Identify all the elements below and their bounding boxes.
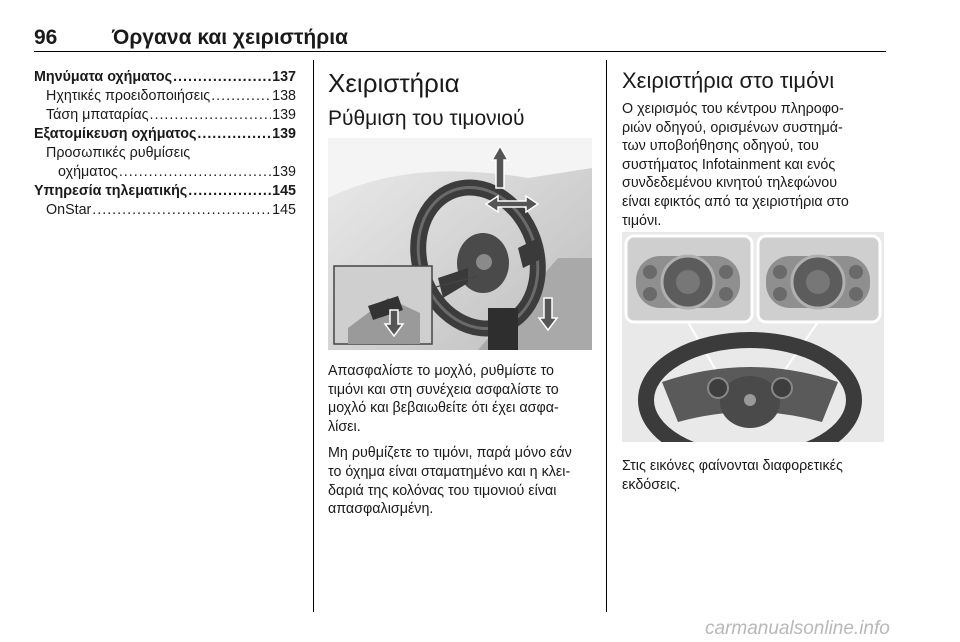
toc-entry-title: Τάση μπαταρίας (46, 107, 149, 123)
right-note (622, 457, 886, 494)
column-divider-1 (313, 60, 314, 612)
steering-adjust-figure (328, 138, 592, 350)
middle-text (328, 362, 594, 519)
text-line: τιμόνι και στη συνέχεια ασφαλίστε το (328, 381, 559, 398)
text-line: ριών οδηγού, ορισμένων συστημά- (622, 119, 843, 136)
toc-entry[interactable] (34, 87, 296, 106)
toc-leader-dots (173, 68, 271, 87)
toc-entry-title: Προσωπικές ρυθμίσεις (46, 145, 191, 161)
toc-leader-dots (92, 201, 271, 220)
toc-entry-page: 145 (272, 183, 296, 199)
toc-leader-dots (197, 125, 271, 144)
steering-controls-heading: Χειριστήρια στο τιμόνι (622, 68, 835, 93)
toc-entry-title: οχήματος (58, 164, 118, 180)
steering-controls-figure (622, 232, 884, 442)
toc-leader-dots (188, 182, 271, 201)
toc-entry[interactable] (34, 125, 296, 144)
section-heading: Χειριστήρια (328, 68, 460, 98)
toc-entry[interactable] (34, 163, 296, 182)
toc-entry-page: 138 (272, 88, 296, 104)
text-line: Στις εικόνες φαίνονται διαφορετικές (622, 458, 843, 474)
text-line: Ο χειρισμός του κέντρου πληροφο- (622, 101, 844, 117)
steering-wheel-illustration (328, 138, 592, 350)
toc-entry[interactable] (34, 182, 296, 201)
toc-leader-dots (211, 87, 271, 106)
text-line: Μη ρυθμίζετε το τιμόνι, παρά μόνο εάν (328, 445, 572, 462)
toc-entry-page: 145 (272, 202, 296, 218)
toc-entry-title: Υπηρεσία τηλεματικής (34, 183, 188, 199)
toc-entry[interactable] (34, 144, 296, 163)
text-line: Απασφαλίστε το μοχλό, ρυθμίστε το (328, 363, 554, 379)
table-of-contents (34, 68, 296, 220)
text-line: μοχλό και βεβαιωθείτε ότι έχει ασφα- (328, 400, 559, 417)
subsection-heading: Ρύθμιση του τιμονιού (328, 107, 525, 130)
text-line: τιμόνι. (622, 212, 662, 229)
text-line: εκδόσεις. (622, 476, 681, 493)
toc-entry-page: 139 (272, 164, 296, 180)
text-line: απασφαλισμένη. (328, 501, 434, 518)
versions-note-paragraph (622, 457, 886, 494)
page-number: 96 (34, 26, 58, 49)
toc-entry-title: Εξατομίκευση οχήματος (34, 126, 197, 142)
text-line: λίσει. (328, 418, 361, 435)
toc-column (34, 68, 296, 220)
right-column (622, 68, 886, 230)
watermark: carmanualsonline.info (705, 618, 890, 639)
steering-adjust-paragraph (328, 362, 594, 436)
toc-entry-title: Ηχητικές προειδοποιήσεις (46, 88, 211, 104)
header-rule (34, 51, 886, 52)
column-divider-2 (606, 60, 607, 612)
text-line: συνδεδεμένου κινητού τηλεφώνου (622, 175, 838, 192)
text-line: συστήματος Infotainment και ενός (622, 156, 836, 173)
text-line: των υποβοήθησης οδηγού, του (622, 138, 819, 155)
text-line: δαριά της κολόνας του τιμονιού είναι (328, 482, 557, 499)
toc-leader-dots (150, 106, 272, 125)
toc-entry-page: 139 (272, 126, 296, 142)
toc-entry-page: 139 (272, 107, 296, 123)
toc-entry-page: 137 (272, 69, 296, 85)
toc-entry-title: Μηνύματα οχήματος (34, 69, 173, 85)
toc-entry[interactable] (34, 106, 296, 125)
page-header (34, 26, 886, 52)
chapter-title: Όργανα και χειριστήρια (112, 26, 348, 49)
toc-entry[interactable] (34, 201, 296, 220)
toc-entry-title: OnStar (46, 202, 92, 218)
text-line: το όχημα είναι σταματημένο και η κλει- (328, 463, 571, 480)
text-line: είναι εφικτός από τα χειριστήρια στο (622, 193, 849, 210)
steering-warning-paragraph (328, 444, 594, 518)
toc-leader-dots (119, 163, 271, 182)
toc-entry[interactable] (34, 68, 296, 87)
steering-controls-paragraph (622, 100, 886, 230)
steering-controls-illustration (622, 232, 884, 442)
middle-column (328, 68, 594, 132)
